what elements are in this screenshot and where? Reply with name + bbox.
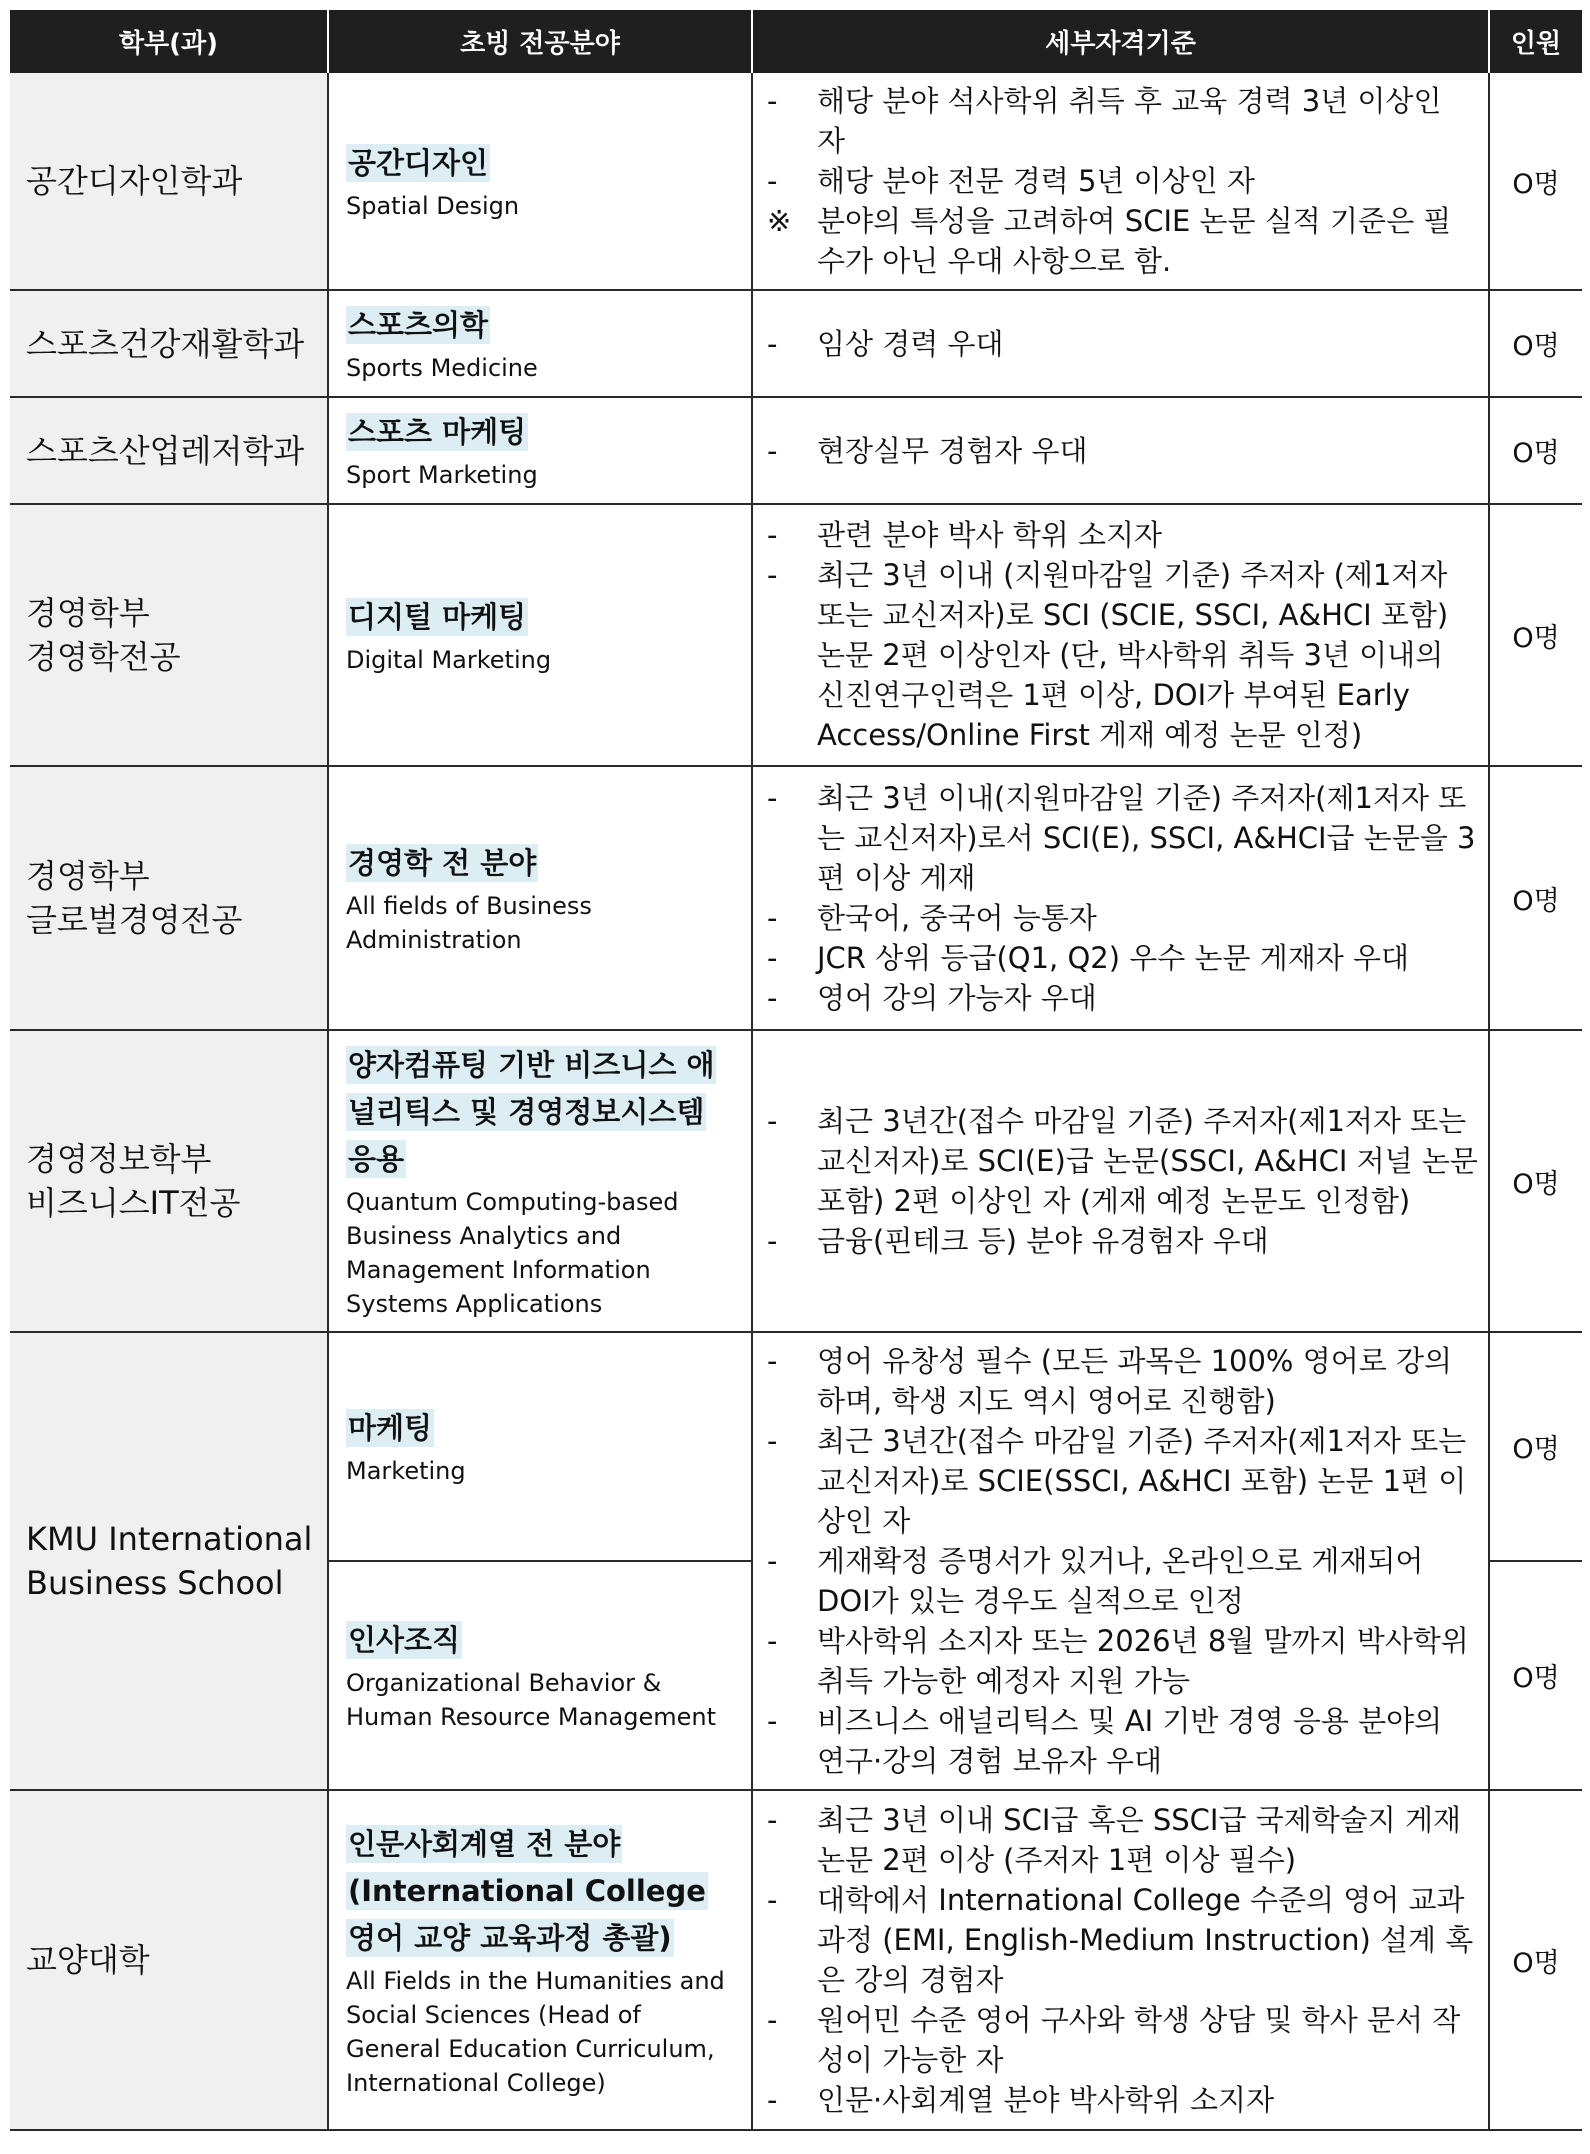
table-row	[10, 1030, 1582, 1332]
criteria-cell	[752, 504, 1489, 766]
field-cell	[328, 397, 752, 504]
criteria-item: - 임상 경력 우대	[767, 326, 1004, 361]
field-english: Marketing	[346, 1457, 466, 1485]
criteria-item: - 박사학위 소지자 또는 2026년 8월 말까지 박사학위 취득 가능한 예정자 지원 가능	[767, 1624, 1469, 1698]
table-row	[10, 766, 1582, 1030]
field-korean: 양자컴퓨팅 기반 비즈니스 애널리틱스 및 경영정보시스템 응용	[348, 1047, 715, 1176]
criteria-item: - 금융(핀테크 등) 분야 유경험자 우대	[767, 1224, 1269, 1258]
field-english: All fields of Business Administration	[346, 891, 592, 954]
criteria-cell	[752, 397, 1489, 504]
criteria-item: - 비즈니스 애널리틱스 및 AI 기반 경영 응용 분야의 연구·강의 경험 보유자 우대	[767, 1704, 1443, 1778]
field-cell	[328, 1790, 752, 2130]
field-english: Sport Marketing	[346, 461, 538, 489]
criteria-item: - JCR 상위 등급(Q1, Q2) 우수 논문 게재자 우대	[767, 941, 1410, 975]
field-english: Quantum Computing-based Business Analytics and Management Information Systems Applications	[346, 1187, 679, 1318]
count-cell: O명	[1489, 766, 1582, 1030]
criteria-item: - 최근 3년 이내(지원마감일 기준) 주저자(제1저자 또는 교신저자)로서 SCI(E), SSCI, A&HCI급 논문을 3편 이상 게재	[767, 781, 1476, 895]
dept-cell: 경영정보학부 비즈니스IT전공	[10, 1030, 328, 1332]
field-korean: 마케팅	[348, 1411, 433, 1445]
table-row	[10, 73, 1582, 290]
criteria-item: - 한국어, 중국어 능통자	[767, 901, 1097, 935]
field-korean: 인사조직	[348, 1623, 461, 1657]
table-row	[10, 397, 1582, 504]
field-korean: 경영학 전 분야	[348, 845, 537, 880]
criteria-cell	[752, 1030, 1489, 1332]
count-cell: O명	[1489, 504, 1582, 766]
field-english: All Fields in the Humanities and Social Sciences (Head of General Education Curriculum, International College)	[346, 1966, 725, 2097]
field-english: Organizational Behavior & Human Resource Management	[346, 1669, 716, 1731]
field-cell	[328, 504, 752, 766]
table-row	[10, 1790, 1582, 2130]
field-cell	[328, 766, 752, 1030]
recruitment-table	[10, 10, 1582, 2131]
header-count: 인원	[1489, 10, 1582, 73]
field-korean: 인문사회계열 전 분야 (International College 영어 교양 교육과정 총괄)	[348, 1826, 706, 1955]
criteria-cell	[752, 766, 1489, 1030]
criteria-item: - 인문·사회계열 분야 박사학위 소지자	[767, 2083, 1275, 2117]
field-english: Spatial Design	[346, 191, 520, 220]
field-cell	[328, 1332, 752, 1561]
field-cell	[328, 1030, 752, 1332]
dept-cell: 경영학부 글로벌경영전공	[10, 766, 328, 1030]
table-row	[10, 1332, 1582, 1561]
header-dept: 학부(과)	[10, 10, 328, 73]
criteria-item: - 최근 3년 이내 (지원마감일 기준) 주저자 (제1저자 또는 교신저자)로 SCI (SCIE, SSCI, A&HCI 포함) 논문 2편 이상인자 (단, 박사학위 취득 3년 이내의 신진연구인력은 1편 이상, DOI가 부여된 Early Access/Online First 게재 예정 논문 인정)	[767, 558, 1449, 752]
field-cell	[328, 73, 752, 290]
count-cell: O명	[1489, 290, 1582, 397]
field-korean: 디지털 마케팅	[348, 599, 527, 634]
criteria-cell	[752, 290, 1489, 397]
field-korean: 스포츠 마케팅	[348, 415, 527, 449]
criteria-item: - 관련 분야 박사 학위 소지자	[767, 518, 1163, 552]
criteria-item: - 영어 강의 가능자 우대	[767, 981, 1097, 1015]
criteria-item: - 대학에서 International College 수준의 영어 교과과정 (EMI, English-Medium Instruction) 설계 혹은 강의 경험자	[767, 1883, 1474, 1997]
dept-cell: 경영학부 경영학전공	[10, 504, 328, 766]
criteria-item: - 영어 유창성 필수 (모든 과목은 100% 영어로 강의하며, 학생 지도 역시 영어로 진행함)	[767, 1344, 1452, 1418]
count-cell: O명	[1489, 73, 1582, 290]
criteria-item: ※ 분야의 특성을 고려하여 SCIE 논문 실적 기준은 필수가 아닌 우대 사항으로 함.	[767, 204, 1452, 278]
criteria-item: - 게재확정 증명서가 있거나, 온라인으로 게재되어 DOI가 있는 경우도 실적으로 인정	[767, 1544, 1424, 1618]
dept-cell: 스포츠산업레저학과	[10, 397, 328, 504]
count-cell: O명	[1489, 1332, 1582, 1561]
dept-cell: KMU International Business School	[10, 1332, 328, 1790]
dept-cell: 교양대학	[10, 1790, 328, 2130]
header-field: 초빙 전공분야	[328, 10, 752, 73]
criteria-item: - 현장실무 경험자 우대	[767, 433, 1088, 468]
header-criteria: 세부자격기준	[752, 10, 1489, 73]
table-row	[10, 290, 1582, 397]
criteria-item: - 해당 분야 전문 경력 5년 이상인 자	[767, 164, 1255, 198]
criteria-item: - 원어민 수준 영어 구사와 학생 상담 및 학사 문서 작성이 가능한 자	[767, 2003, 1461, 2077]
table-row	[10, 504, 1582, 766]
table-header	[10, 10, 1582, 73]
criteria-cell	[752, 73, 1489, 290]
count-cell: O명	[1489, 1561, 1582, 1790]
field-cell	[328, 290, 752, 397]
criteria-item: - 최근 3년간(접수 마감일 기준) 주저자(제1저자 또는 교신저자)로 SCI(E)급 논문(SSCI, A&HCI 저널 논문 포함) 2편 이상인 자 (게재 예정 논문도 인정함)	[767, 1104, 1478, 1218]
field-korean: 공간디자인	[348, 145, 489, 180]
dept-cell: 스포츠건강재활학과	[10, 290, 328, 397]
criteria-item: - 해당 분야 석사학위 취득 후 교육 경력 3년 이상인 자	[767, 84, 1442, 158]
field-korean: 스포츠의학	[348, 308, 489, 342]
count-cell: O명	[1489, 1030, 1582, 1332]
criteria-cell	[752, 1332, 1489, 1790]
field-english: Sports Medicine	[346, 354, 538, 382]
dept-cell: 공간디자인학과	[10, 73, 328, 290]
criteria-item: - 최근 3년 이내 SCI급 혹은 SSCI급 국제학술지 게재 논문 2편 이상 (주저자 1편 이상 필수)	[767, 1803, 1462, 1877]
criteria-cell	[752, 1790, 1489, 2130]
criteria-item: - 최근 3년간(접수 마감일 기준) 주저자(제1저자 또는 교신저자)로 SCIE(SSCI, A&HCI 포함) 논문 1편 이상인 자	[767, 1424, 1467, 1538]
field-english: Digital Marketing	[346, 645, 552, 674]
count-cell: O명	[1489, 1790, 1582, 2130]
field-cell	[328, 1561, 752, 1790]
count-cell: O명	[1489, 397, 1582, 504]
